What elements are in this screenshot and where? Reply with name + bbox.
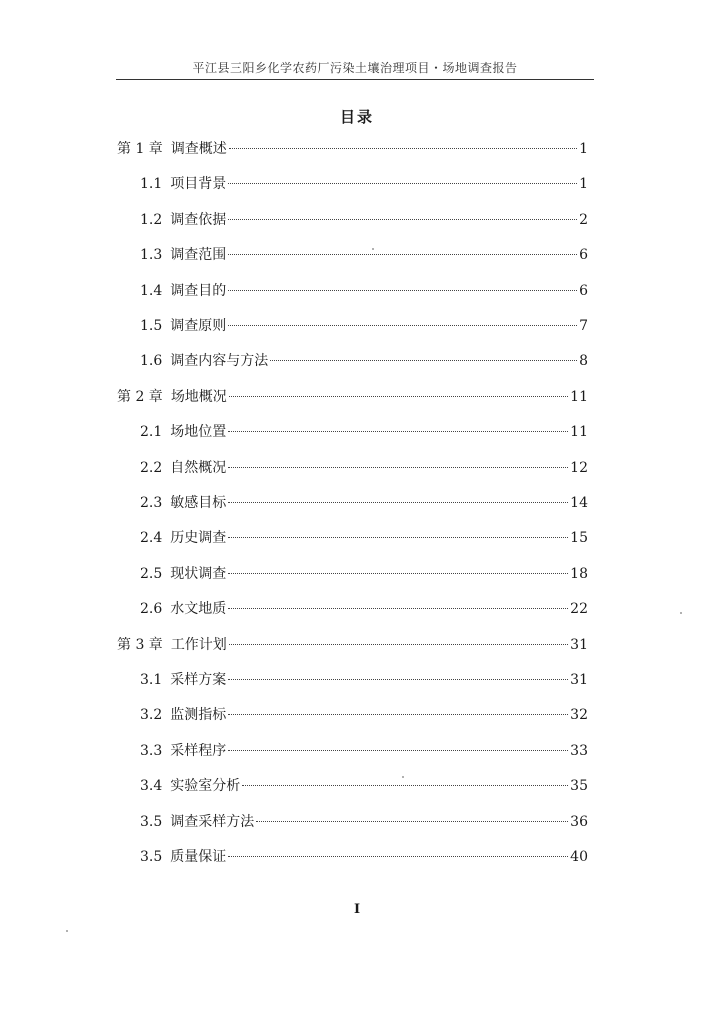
toc-dot-leader — [228, 467, 568, 468]
toc-entry[interactable] — [117, 385, 588, 409]
toc-entry-title: 调查范围 — [170, 247, 227, 263]
toc-entry-number: 3.3 — [140, 743, 163, 759]
toc-entry[interactable] — [140, 739, 588, 763]
toc-entry[interactable] — [117, 633, 588, 657]
toc-entry-number: 1.5 — [140, 318, 163, 334]
toc-entry[interactable] — [140, 456, 588, 480]
toc-dot-leader — [229, 396, 568, 397]
toc-entry-number: 2.2 — [140, 460, 163, 476]
scan-speck — [66, 930, 68, 932]
toc-entry-title: 监测指标 — [170, 707, 227, 723]
toc-entry-title: 调查依据 — [170, 212, 227, 228]
toc-entry-page: 11 — [570, 424, 588, 440]
toc-dot-leader — [228, 537, 568, 538]
toc-dot-leader — [229, 644, 568, 645]
toc-entry-number: 2.1 — [140, 424, 163, 440]
toc-entry-title: 调查采样方法 — [170, 814, 255, 830]
toc-entry-number: 3.1 — [140, 672, 163, 688]
toc-entry-number: 3.5 — [140, 814, 163, 830]
scan-speck — [372, 248, 374, 250]
toc-entry-title: 现状调查 — [170, 566, 227, 582]
toc-entry-number: 2.3 — [140, 495, 163, 511]
toc-entry-number: 第 3 章 — [117, 637, 163, 653]
toc-entry-page: 31 — [570, 637, 588, 653]
toc-dot-leader — [256, 821, 568, 822]
toc-entry-title: 工作计划 — [170, 637, 227, 653]
toc-entry-page: 2 — [579, 212, 588, 228]
toc-entry[interactable] — [140, 279, 588, 303]
toc-entry[interactable] — [140, 597, 588, 621]
toc-dot-leader — [228, 750, 568, 751]
toc-dot-leader — [228, 431, 568, 432]
toc-entry-number: 第 1 章 — [117, 141, 163, 157]
toc-entry-page: 15 — [570, 530, 588, 546]
toc-entry-page: 33 — [570, 743, 588, 759]
toc-entry[interactable] — [140, 420, 588, 444]
running-header: 平江县三阳乡化学农药厂污染土壤治理项目・场地调查报告 — [192, 61, 518, 75]
toc-entry-number: 2.4 — [140, 530, 163, 546]
scan-speck — [402, 776, 404, 778]
toc-dot-leader — [228, 290, 577, 291]
toc-entry-title: 采样程序 — [170, 743, 227, 759]
toc-entry-number: 2.5 — [140, 566, 163, 582]
toc-entry-page: 22 — [570, 601, 588, 617]
toc-dot-leader — [228, 573, 568, 574]
toc-dot-leader — [228, 856, 568, 857]
toc-entry-title: 调查内容与方法 — [170, 353, 269, 369]
toc-entry[interactable] — [140, 703, 588, 727]
toc-entry-number: 第 2 章 — [117, 389, 163, 405]
toc-entry-page: 36 — [570, 814, 588, 830]
toc-entry[interactable] — [140, 208, 588, 232]
toc-entry[interactable] — [140, 172, 588, 196]
page-number: I — [353, 902, 361, 917]
toc-title: 目录 — [339, 108, 374, 126]
toc-entry-title: 调查目的 — [170, 283, 227, 299]
toc-entry-page: 6 — [579, 283, 588, 299]
toc-entry-number: 3.4 — [140, 778, 163, 794]
toc-entry-page: 8 — [579, 353, 588, 369]
toc-entry-page: 31 — [570, 672, 588, 688]
toc-entry-number: 1.4 — [140, 283, 163, 299]
toc-entry-title: 场地概况 — [170, 389, 227, 405]
toc-entry-page: 12 — [570, 460, 588, 476]
toc-entry-number: 1.3 — [140, 247, 163, 263]
toc-dot-leader — [228, 254, 577, 255]
toc-entry-page: 6 — [579, 247, 588, 263]
toc-entry-number: 1.2 — [140, 212, 163, 228]
toc-entry-title: 调查概述 — [170, 141, 227, 157]
header-rule — [116, 79, 594, 80]
toc-entry[interactable] — [140, 810, 588, 834]
toc-entry-title: 质量保证 — [170, 849, 227, 865]
toc-dot-leader — [228, 608, 568, 609]
toc-entry[interactable] — [140, 349, 588, 373]
toc-dot-leader — [228, 183, 577, 184]
toc-entry[interactable] — [140, 774, 588, 798]
toc-entry-title: 调查原则 — [170, 318, 227, 334]
toc-entry-title: 实验室分析 — [170, 778, 241, 794]
toc-dot-leader — [228, 325, 577, 326]
toc-entry-page: 1 — [579, 141, 588, 157]
toc-entry-page: 18 — [570, 566, 588, 582]
toc-entry-title: 自然概况 — [170, 460, 227, 476]
toc-entry[interactable] — [140, 845, 588, 869]
toc-dot-leader — [242, 785, 568, 786]
toc-dot-leader — [270, 360, 577, 361]
toc-entry-number: 1.6 — [140, 353, 163, 369]
toc-entry-title: 水文地质 — [170, 601, 227, 617]
toc-dot-leader — [229, 148, 577, 149]
toc-dot-leader — [228, 714, 568, 715]
toc-entry-title: 采样方案 — [170, 672, 227, 688]
toc-entry-page: 1 — [579, 176, 588, 192]
toc-dot-leader — [228, 502, 568, 503]
toc-entry-page: 11 — [570, 389, 588, 405]
toc-entry-title: 项目背景 — [170, 176, 227, 192]
toc-dot-leader — [228, 219, 577, 220]
toc-entry[interactable] — [140, 562, 588, 586]
toc-entry-number: 3.5 — [140, 849, 163, 865]
toc-entry-page: 14 — [570, 495, 588, 511]
toc-entry-page: 40 — [570, 849, 588, 865]
toc-entry-title: 场地位置 — [170, 424, 227, 440]
toc-entry-number: 2.6 — [140, 601, 163, 617]
toc-entry-page: 32 — [570, 707, 588, 723]
toc-entry[interactable] — [140, 491, 588, 515]
toc-entry-title: 敏感目标 — [170, 495, 227, 511]
toc-entry-number: 3.2 — [140, 707, 163, 723]
toc-entry[interactable] — [140, 526, 588, 550]
scan-speck — [680, 612, 682, 614]
toc-dot-leader — [228, 679, 568, 680]
toc-entry[interactable] — [140, 314, 588, 338]
toc-entry[interactable] — [140, 668, 588, 692]
toc-entry[interactable] — [117, 137, 588, 161]
toc-entry-page: 35 — [570, 778, 588, 794]
toc-entry[interactable] — [140, 243, 588, 267]
toc-entry-number: 1.1 — [140, 176, 163, 192]
toc-entry-title: 历史调查 — [170, 530, 227, 546]
toc-entry-page: 7 — [579, 318, 588, 334]
